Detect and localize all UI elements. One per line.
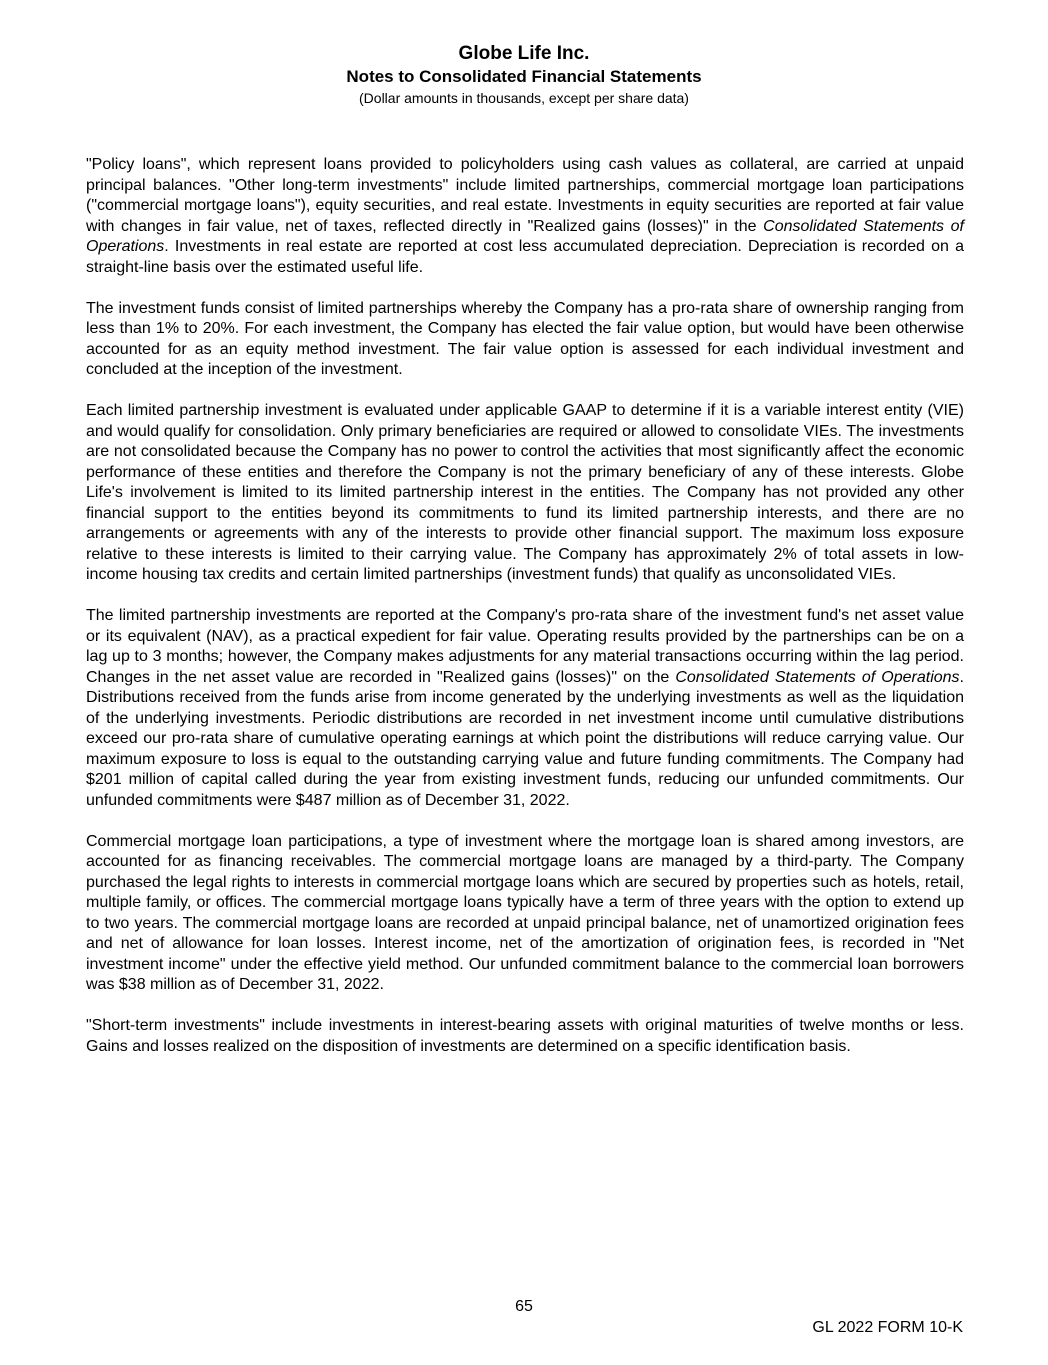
paragraph-vie-evaluation <box>86 401 964 586</box>
text-segment: Commercial mortgage loan participations, a type of investment where the mortgage loan is shared among investors, are accounted for as financing receivables. The commercial mortgage loans are managed by a third-party. The Company purchased the legal rights to interests in commercial mortgage loans which are secured by properties such as hotels, retail, multiple family, or offices. The commercial mortgage loans typically have a term of three years with the option to extend up to two years. The commercial mortgage loans are recorded at unpaid principal balance, net of unamortized origination fees and net of allowance for loan losses. Interest income, net of the amortization of origination fees, is recorded in "Net investment income" under the effective yield method. Our unfunded commitment balance to the commercial loan borrowers was $38 million as of December 31, 2022. <box>86 832 964 993</box>
units-note: (Dollar amounts in thousands, except per share data) <box>359 90 689 106</box>
paragraph-limited-partnerships <box>86 606 964 811</box>
page-number: 65 <box>515 1298 533 1315</box>
paragraph-short-term <box>86 1016 964 1057</box>
statement-reference: Consolidated Statements of Operations <box>675 668 960 686</box>
text-segment: "Short-term investments" include investments in interest-bearing assets with original maturities of twelve months or less. Gains and losses realized on the disposition of investments are determined on a specific identification basis. <box>86 1017 964 1055</box>
text-segment: . Investments in real estate are reported at cost less accumulated depreciation. Depreciation is recorded on a straight-line basis over the estimated useful life. <box>86 238 964 276</box>
text-segment: The limited partnership investments are reported at the Company's pro-rata share of the investment fund's net asset value or its equivalent (NAV), as a practical expedient for fair value. Operating results provided by the partnerships can be on a lag up to 3 months; however, the Company makes adjustments for any material transactions occurring within the lag period. Changes in the net asset value are recorded in "Realized gains (losses)" on the <box>86 607 964 686</box>
text-segment: Each limited partnership investment is evaluated under applicable GAAP to determine if it is a variable interest entity (VIE) and would qualify for consolidation. Only primary beneficiaries are required or allowed to consolidate VIEs. The investments are not consolidated because the Company has no power to control the activities that most significantly affect the economic performance of these entities and therefore the Company is not the primary beneficiary of any of these interests. Globe Life's involvement is limited to its limited partnership interest in the entities. The Company has not provided any other financial support to the entities beyond its commitments to fund its limited partnership interests, and there are no arrangements or agreements with any of the interests to provide other financial support. The maximum loss exposure relative to these interests is limited to their carrying value. The Company has approximately 2% of total assets in low-income housing tax credits and certain limited partnerships (investment funds) that qualify as unconsolidated VIEs. <box>86 402 964 583</box>
text-segment: "Policy loans", which represent loans provided to policyholders using cash values as collateral, are carried at unpaid principal balances. "Other long-term investments" include limited partnerships, commercial mortgage loan participations ("commercial mortgage loans"), equity securities, and real estate. Investments in equity securities are reported at fair value with changes in fair value, net of taxes, reflected directly in "Realized gains (losses)" in the <box>86 156 964 235</box>
paragraph-commercial-mortgage <box>86 832 964 996</box>
company-name: Globe Life Inc. <box>458 43 590 64</box>
page-header <box>0 42 1048 108</box>
text-segment: The investment funds consist of limited partnerships whereby the Company has a pro-rata share of ownership ranging from less than 1% to 20%. For each investment, the Company has elected the fair value option, but would have been otherwise accounted for as an equity method investment. The fair value option is assessed for each individual investment and concluded at the inception of the investment. <box>86 299 964 378</box>
form-identifier: GL 2022 FORM 10-K <box>812 1319 963 1336</box>
text-segment: . Distributions received from the funds arise from income generated by the underlying investments as well as the liquidation of the underlying investments. Periodic distributions are recorded in net investment income until cumulative distributions exceed our pro-rata share of cumulative operating earnings at which point the distributions will reduce carrying value. Our maximum exposure to loss is equal to the outstanding carrying value and future funding commitments. The Company had $201 million of capital called during the year from existing investment funds, reducing our unfunded commitments. Our unfunded commitments were $487 million as of December 31, 2022. <box>86 668 964 809</box>
paragraph-policy-loans <box>86 155 964 278</box>
document-title: Notes to Consolidated Financial Statements <box>346 67 702 86</box>
notes-body <box>86 155 964 1078</box>
statement-reference: Consolidated Statements of Operations <box>86 217 964 255</box>
paragraph-investment-funds <box>86 299 964 381</box>
